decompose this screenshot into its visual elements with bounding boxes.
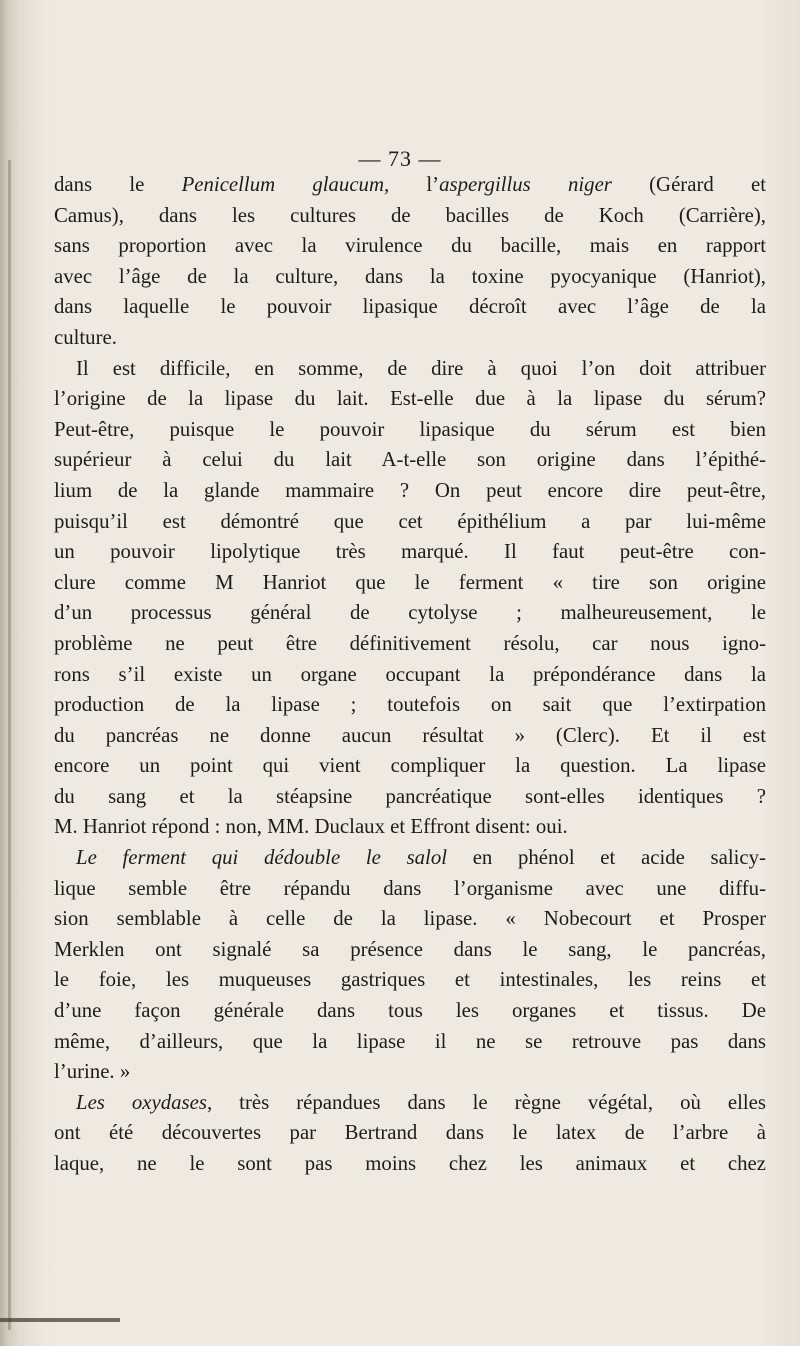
text-segment: lique semble être répandu dans l’organisme avec une diffu- — [54, 876, 766, 900]
text-line — [54, 170, 766, 201]
text-line — [54, 751, 766, 782]
text-segment: sion semblable à celle de la lipase. « Nobecourt et Prosper — [54, 907, 766, 931]
text-line — [54, 874, 766, 905]
text-line — [54, 812, 766, 843]
text-line — [54, 629, 766, 660]
text-segment: le foie, les muqueuses gastriques et intestinales, les reins et — [54, 968, 766, 992]
text-segment: puisqu’il est démontré que cet épithélium a par lui-même — [54, 509, 766, 533]
text-line — [54, 262, 766, 293]
text-line — [54, 782, 766, 813]
text-segment: l’ — [389, 173, 440, 196]
text-segment: sans proportion avec la virulence du bacille, mais en rapport — [54, 234, 766, 258]
text-segment: production de la lipase ; toutefois on sait que l’extirpation — [54, 693, 766, 717]
text-segment: d’un processus général de cytolyse ; malheureusement, le — [54, 601, 766, 625]
text-segment: avec l’âge de la culture, dans la toxine pyocyanique (Hanriot), — [54, 264, 766, 288]
text-segment: dans le — [54, 173, 182, 196]
text-segment: d’une façon générale dans tous les organes et tissus. De — [54, 999, 766, 1023]
page-binding-shadow — [0, 0, 40, 1346]
text-line — [54, 996, 766, 1027]
body-text — [54, 170, 766, 1180]
text-segment: en phénol et acide salicy- — [447, 846, 766, 870]
text-segment: laque, ne le sont pas moins chez les animaux et chez — [54, 1152, 766, 1175]
text-line — [54, 1118, 766, 1149]
text-segment: l’origine de la lipase du lait. Est-elle due à la lipase du sérum? — [54, 387, 766, 411]
text-line — [54, 904, 766, 935]
text-segment: Camus), dans les cultures de bacilles de Koch (Carrière), — [54, 203, 766, 227]
text-segment: problème ne peut être définitivement résolu, car nous igno- — [54, 631, 766, 655]
text-segment: l’urine. » — [54, 1060, 131, 1084]
text-line — [54, 292, 766, 323]
text-line — [54, 1088, 766, 1119]
text-line — [54, 1027, 766, 1058]
text-line — [54, 935, 766, 966]
text-line — [54, 384, 766, 415]
binding-edge-line — [8, 160, 11, 1330]
text-line — [54, 690, 766, 721]
italic-text: aspergillus niger — [439, 173, 612, 196]
text-segment: culture. — [54, 325, 117, 349]
text-line — [54, 598, 766, 629]
italic-text: Penicellum glaucum, — [181, 173, 390, 196]
text-line — [54, 231, 766, 262]
page-number: — 73 — — [358, 146, 442, 171]
text-line — [54, 445, 766, 476]
text-segment: supérieur à celui du lait A-t-elle son origine dans l’épithé- — [54, 448, 766, 472]
text-line — [54, 415, 766, 446]
text-segment: rons s’il existe un organe occupant la prépondérance dans la — [54, 662, 766, 686]
text-segment: (Gérard et — [611, 173, 767, 196]
text-line — [54, 965, 766, 996]
text-segment: , très répandues dans le règne végétal, où elles — [206, 1090, 766, 1114]
text-segment: Peut-être, puisque le pouvoir lipasique du sérum est bien — [54, 417, 766, 441]
text-line — [54, 354, 766, 385]
italic-text: Les oxydases — [76, 1090, 207, 1114]
text-line — [54, 476, 766, 507]
text-line — [54, 721, 766, 752]
text-line — [54, 568, 766, 599]
text-segment: ont été découvertes par Bertrand dans le latex de l’arbre à — [54, 1121, 766, 1145]
text-line — [54, 843, 766, 874]
text-segment: clure comme M Hanriot que le ferment « tire son origine — [54, 570, 766, 594]
text-line — [54, 660, 766, 691]
text-segment: Merklen ont signalé sa présence dans le sang, le pancréas, — [54, 937, 766, 961]
italic-text: Le ferment qui dédouble le salol — [76, 846, 448, 870]
text-segment: encore un point qui vient compliquer la question. La lipase — [54, 754, 766, 778]
bottom-edge-mark — [0, 1318, 120, 1322]
text-line — [54, 323, 766, 354]
text-segment: lium de la glande mammaire ? On peut encore dire peut-être, — [54, 478, 766, 502]
text-line — [54, 1149, 766, 1180]
text-segment: du pancréas ne donne aucun résultat » (Clerc). Et il est — [54, 723, 766, 747]
text-line — [54, 537, 766, 568]
text-segment: M. Hanriot répond : non, MM. Duclaux et Effront disent: oui. — [54, 815, 568, 839]
text-segment: du sang et la stéapsine pancréatique sont-elles identiques ? — [54, 784, 766, 808]
text-line — [54, 201, 766, 232]
text-segment: même, d’ailleurs, que la lipase il ne se retrouve pas dans — [54, 1029, 766, 1053]
text-segment: dans laquelle le pouvoir lipasique décroît avec l’âge de la — [54, 295, 766, 319]
text-line — [54, 507, 766, 538]
text-segment: un pouvoir lipolytique très marqué. Il faut peut-être con- — [54, 540, 766, 564]
text-segment: Il est difficile, en somme, de dire à quoi l’on doit attribuer — [76, 356, 766, 380]
text-line — [54, 1057, 766, 1088]
